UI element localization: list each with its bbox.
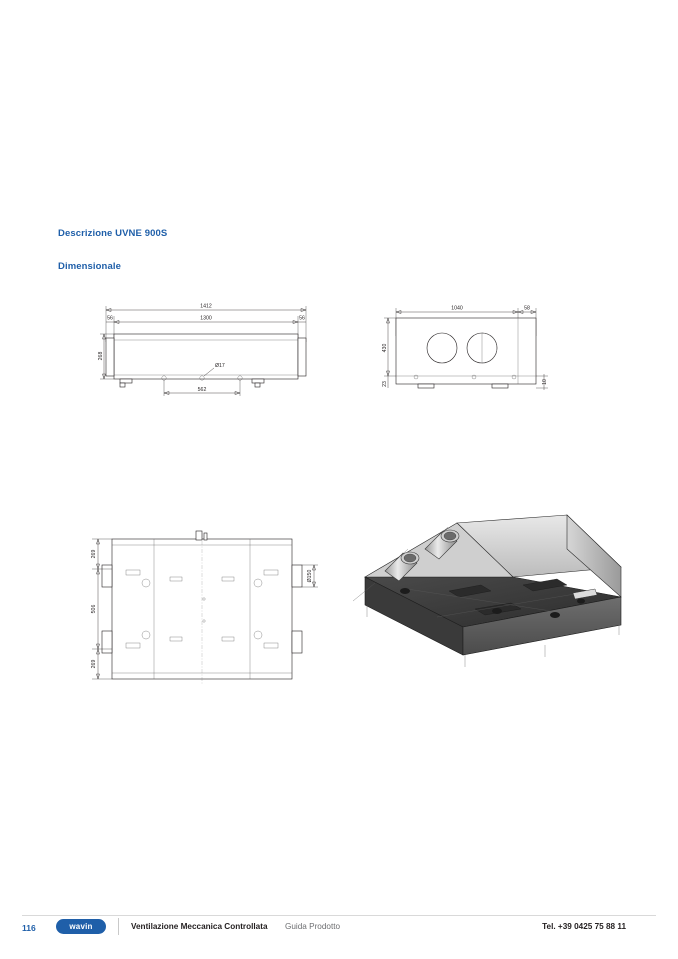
drawing-isometric-view (345, 505, 635, 705)
dim-foot-height: 23 (382, 381, 388, 387)
footer-telephone: Tel. +39 0425 75 88 11 (542, 922, 626, 931)
page-title: Descrizione UVNE 900S (58, 228, 168, 239)
dim-side-width: 1040 (451, 305, 463, 312)
dim-hole-spacing: 562 (197, 387, 207, 393)
dim-overall-width: 1412 (200, 303, 212, 310)
dim-body-width: 1300 (200, 315, 212, 322)
drawing-side-elevation (378, 296, 578, 426)
footer-subtitle: Guida Prodotto (285, 922, 341, 931)
drawing-front-elevation (92, 296, 332, 426)
dim-hole-diameter: Ø17 (215, 363, 225, 369)
dim-side-flange: 58 (524, 305, 530, 312)
page-number: 116 (22, 923, 36, 933)
footer-title: Ventilazione Meccanica Controllata (131, 922, 268, 931)
section-subtitle: Dimensionale (58, 261, 121, 272)
dim-top-spacing-mid: 506 (91, 604, 97, 614)
page-footer (0, 915, 678, 937)
dim-top-spacing-bottom: 269 (91, 659, 97, 669)
drawing-top-view (82, 525, 332, 695)
wavin-logo: wavin (56, 919, 106, 934)
dim-right-offset: 10 (542, 379, 548, 385)
footer-divider-line (22, 915, 656, 916)
dim-side-height: 430 (382, 343, 388, 353)
dim-right-flange: 56 (299, 315, 305, 322)
dim-left-flange: 56 (107, 315, 113, 322)
dim-height: 268 (98, 351, 104, 361)
dim-top-spacing-top: 269 (91, 549, 97, 559)
footer-vertical-divider (118, 918, 119, 935)
dim-duct-diameter: Ø150 (307, 569, 313, 583)
